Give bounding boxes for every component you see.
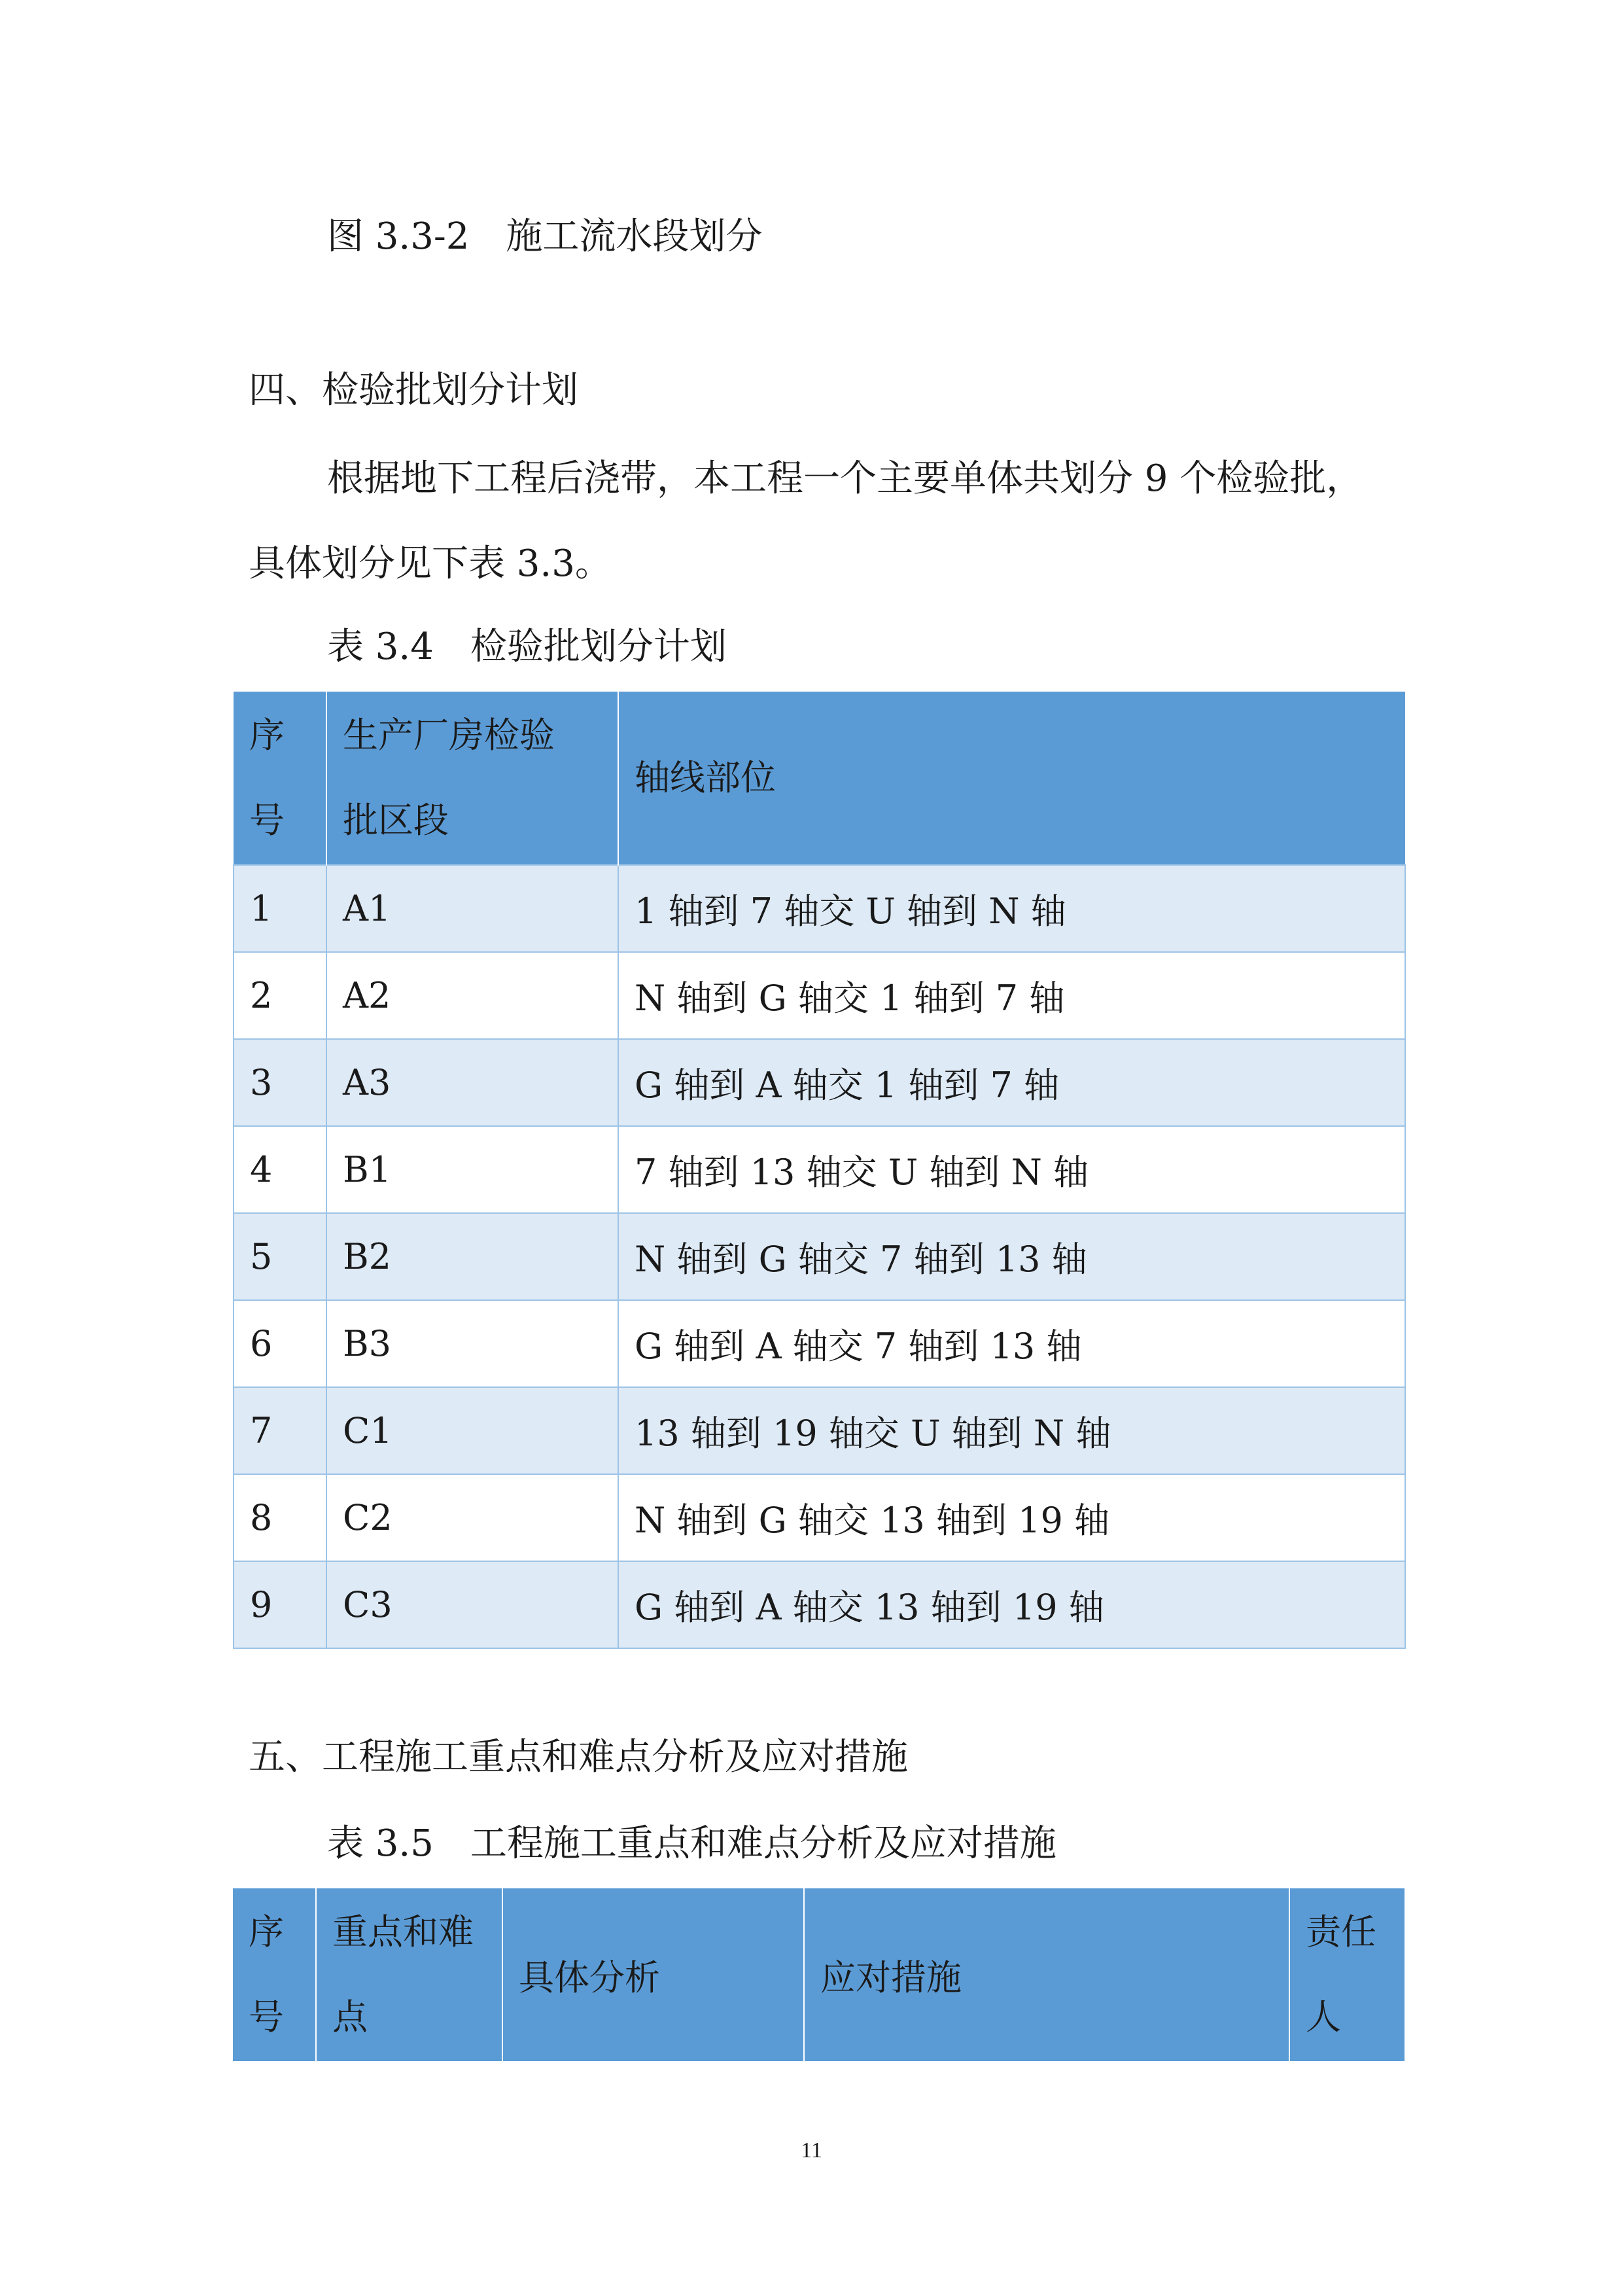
header-serial (233, 1888, 316, 2061)
cell-axis: G 轴到 A 轴交 1 轴到 7 轴 (618, 1039, 1405, 1126)
cell-zone: C3 (326, 1561, 618, 1648)
header-responsible-line2: 人 (1306, 1996, 1341, 2038)
header-serial-line2: 号 (249, 1996, 284, 2038)
header-serial (234, 692, 326, 865)
header-responsible-line1: 责任 (1306, 1911, 1376, 1952)
header-analysis: 具体分析 (502, 1888, 804, 2061)
cell-no: 9 (234, 1561, 326, 1648)
cell-axis: N 轴到 G 轴交 13 轴到 19 轴 (618, 1474, 1405, 1561)
header-zone-line1: 生产厂房检验 (343, 715, 555, 756)
cell-axis: G 轴到 A 轴交 7 轴到 13 轴 (618, 1300, 1405, 1387)
table-row (234, 865, 1405, 952)
table-row (234, 1039, 1405, 1126)
table-row (234, 1387, 1405, 1474)
table-row (234, 1300, 1405, 1387)
table-header-row (234, 692, 1405, 865)
header-key-points-line2: 点 (332, 1996, 368, 2038)
paragraph-line-1: 根据地下工程后浇带，本工程一个主要单体共划分 9 个检验批， (327, 457, 1363, 500)
cell-axis: 7 轴到 13 轴交 U 轴到 N 轴 (618, 1126, 1405, 1213)
header-zone-line2: 批区段 (343, 800, 449, 841)
inspection-lot-table (233, 692, 1406, 1649)
cell-zone: A2 (326, 952, 618, 1039)
header-axis: 轴线部位 (618, 692, 1405, 865)
cell-axis: N 轴到 G 轴交 1 轴到 7 轴 (618, 952, 1405, 1039)
table-row (234, 1213, 1405, 1300)
cell-zone: B3 (326, 1300, 618, 1387)
cell-no: 6 (234, 1300, 326, 1387)
cell-axis: 13 轴到 19 轴交 U 轴到 N 轴 (618, 1387, 1405, 1474)
cell-axis: N 轴到 G 轴交 7 轴到 13 轴 (618, 1213, 1405, 1300)
table-header-row (233, 1888, 1405, 2061)
table-row (234, 1126, 1405, 1213)
cell-no: 5 (234, 1213, 326, 1300)
cell-no: 8 (234, 1474, 326, 1561)
table-3-5-caption: 表 3.5 工程施工重点和难点分析及应对措施 (327, 1822, 1056, 1865)
cell-zone: B1 (326, 1126, 618, 1213)
table-3-4-caption: 表 3.4 检验批划分计划 (327, 626, 727, 668)
cell-axis: G 轴到 A 轴交 13 轴到 19 轴 (618, 1561, 1405, 1648)
header-measures: 应对措施 (804, 1888, 1289, 2061)
section-heading-4: 四、检验批划分计划 (249, 369, 578, 412)
cell-zone: B2 (326, 1213, 618, 1300)
figure-caption: 图 3.3-2 施工流水段划分 (327, 215, 763, 258)
cell-no: 1 (234, 865, 326, 952)
cell-zone: A1 (326, 865, 618, 952)
paragraph-line-2: 具体划分见下表 3.3。 (249, 542, 612, 585)
cell-zone: C2 (326, 1474, 618, 1561)
cell-zone: A3 (326, 1039, 618, 1126)
header-serial-line1: 序 (249, 1911, 284, 1952)
header-key-points-line1: 重点和难 (332, 1911, 474, 1952)
table-row (234, 1474, 1405, 1561)
cell-axis: 1 轴到 7 轴交 U 轴到 N 轴 (618, 865, 1405, 952)
header-zone (326, 692, 618, 865)
page-number: 11 (801, 2138, 822, 2163)
cell-no: 7 (234, 1387, 326, 1474)
key-difficulties-table (233, 1888, 1405, 2061)
header-responsible (1289, 1888, 1405, 2061)
table-row (234, 1561, 1405, 1648)
header-serial-line1: 序 (249, 715, 285, 756)
header-key-points (316, 1888, 502, 2061)
cell-no: 3 (234, 1039, 326, 1126)
header-serial-line2: 号 (249, 800, 285, 841)
cell-no: 2 (234, 952, 326, 1039)
table-row (234, 952, 1405, 1039)
cell-no: 4 (234, 1126, 326, 1213)
section-heading-5: 五、工程施工重点和难点分析及应对措施 (249, 1736, 908, 1778)
cell-zone: C1 (326, 1387, 618, 1474)
